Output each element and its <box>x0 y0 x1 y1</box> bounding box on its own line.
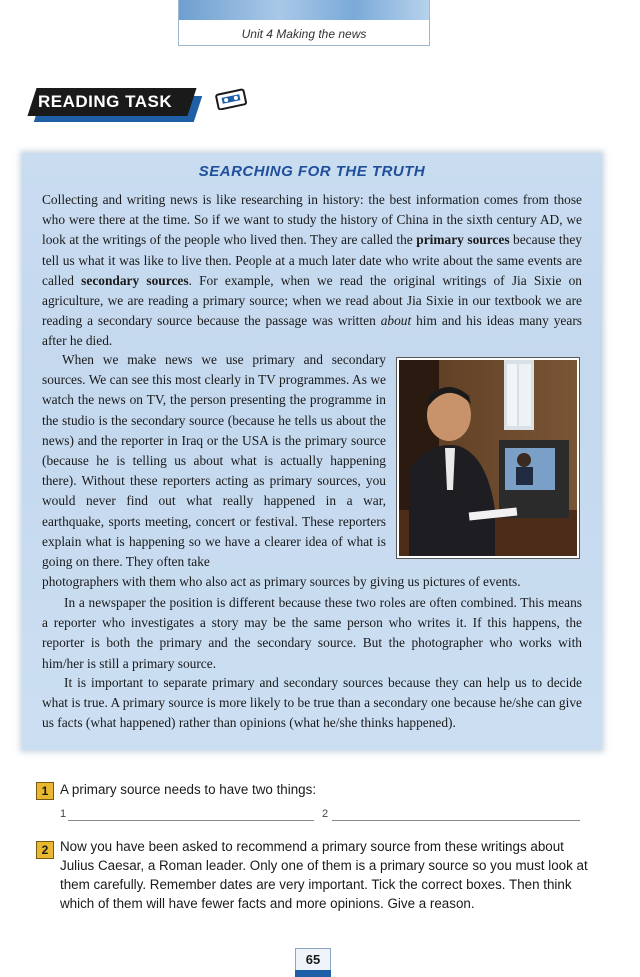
paragraph-2-end: photographers with them who also act as primary sources by giving us pictures of events. <box>42 574 521 589</box>
question-1-number: 1 <box>36 782 54 800</box>
page-number-strip <box>295 970 331 977</box>
header-banner <box>179 0 429 20</box>
term-secondary-sources: secondary sources <box>81 272 189 288</box>
reading-passage-panel <box>22 153 602 750</box>
reading-task-badge <box>32 88 198 122</box>
reading-task-label: READING TASK <box>38 92 173 111</box>
paragraph-4: It is important to separate primary and secondary sources because they can help us to decide what is true. A primary source is more likely to be true than a secondary one because he/she can give us facts (what happened) rather than opinions (what he/she thinks happened). <box>42 675 582 731</box>
unit-title: Unit 4 Making the news <box>241 27 367 41</box>
cassette-icon <box>215 88 247 110</box>
question-1-text: A primary source needs to have two things: <box>60 782 317 797</box>
question-2-number: 2 <box>36 841 54 859</box>
unit-header <box>178 0 430 46</box>
paragraph-2: When we make news we use primary and secondary sources. We can see this most clearly in TV programmes. As we watch the news on TV, the person presenting the programme in the studio is the secondary source (because he tells us about the news) and the reporter in Iraq or the USA is the primary source (because he is telling us about what is actually happening there). Without these reporters acting as primary sources, you would never find out what really happened in a war, earthquake, sports meeting, concert or festival. These reporters explain what is happening so we have a clearer idea of what is going on there. They often take <box>42 352 386 570</box>
page-number: 65 <box>295 948 331 972</box>
question-2-text: Now you have been asked to recommend a primary source from these writings about Julius Caesar, a Roman leader. Only one of them is a primary source so you must look at them carefully. Remember dates are very important. Tick the correct boxes. Then think which of them will have fewer facts and more opinions. Give a reason. <box>60 839 588 911</box>
passage-title: SEARCHING FOR THE TRUTH <box>198 163 426 180</box>
answer-blank-2[interactable] <box>332 820 580 821</box>
blank-1-number: 1 <box>60 808 67 820</box>
paragraph-3: In a newspaper the position is different because these two roles are often combined. This means a reporter who investigates a story may be the same person who writes it. If this happens, the reporter is both the primary and the secondary source. But the photographer who works with him/her is still a primary source. <box>42 595 582 671</box>
blank-2-number: 2 <box>322 808 329 820</box>
paragraph-1: Collecting and writing news is like researching in history: the best information comes from those who were there at the time. So if we want to study the history of China in the sixth century AD, we look at the writings of the people who lived then. They are called the primary sources because they tell us what it was like to live then. People at a much later date who write about the same events are called secondary sources. For example, when we read the original writings of Jia Sixie on agriculture, we are reading a primary source; when we read about Jia Sixie in our textbook we are reading a secondary source because the passage was written about him and his ideas many years after he died. <box>42 192 582 349</box>
term-primary-sources: primary sources <box>416 232 510 248</box>
emphasis-about: about <box>380 313 412 329</box>
studio-photo <box>397 358 579 558</box>
answer-blank-1[interactable] <box>68 820 314 821</box>
